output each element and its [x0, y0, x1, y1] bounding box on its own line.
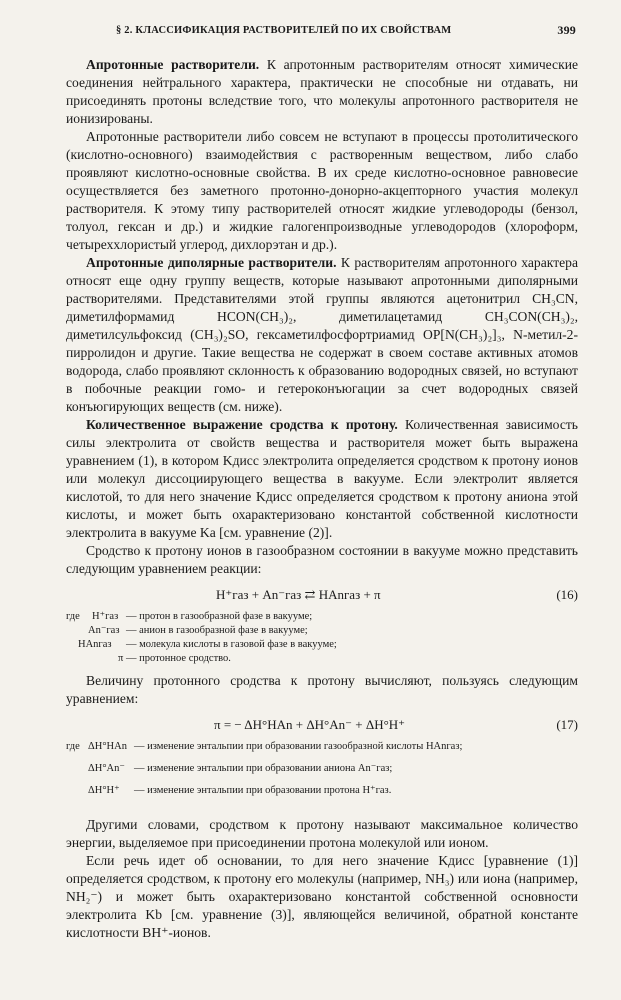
running-header: [66, 22, 576, 40]
paragraph-lead: Апротонные растворители.: [86, 57, 260, 72]
equation-number: (17): [556, 717, 578, 732]
paragraph-lead: Апротонные диполярные растворители.: [86, 255, 337, 270]
definition-row: [66, 784, 578, 806]
paragraph-gas-phase: [66, 542, 578, 578]
paragraph-text: Сродство к протону ионов в газообразном состоянии в вакууме можно представить следующим уравнением реакции:: [66, 543, 578, 576]
paragraph-text: Величину протонного сродства к протону вычисляют, пользуясь следующим уравнением:: [66, 673, 578, 706]
definition-text: — изменение энтальпии при образовании газообразной кислоты HAnгаз;: [134, 741, 463, 752]
definition-row: [66, 762, 578, 784]
paragraph-lead: Количественное выражение сродства к протону.: [86, 417, 398, 432]
definition-row: [66, 624, 578, 638]
page-body: [66, 56, 578, 942]
paragraph-text: Количественная зависимость силы электролита от свойств вещества и растворителя может быть выражена уравнением (1), в котором Kдисс электролита определяется сродством к протону ионов или молекул диссоциирующего вещества в вакууме. Если электролит является кислотой, то для него значение Kдисс определяется сродством к протону аниона этой кислоты, и может быть охарактеризовано константой собственной кислотности электролита в вакууме Ka [см. уравнение (2)].: [66, 417, 578, 540]
definition-text: — изменение энтальпии при образовании протона H⁺газ.: [134, 785, 392, 796]
definition-intro: где: [66, 611, 80, 622]
paragraph-dipolar-solvents: [66, 254, 578, 416]
page-number: 399: [557, 23, 576, 37]
paragraph-bases: [66, 852, 578, 942]
definition-text: — протонное сродство.: [126, 653, 231, 664]
definition-symbol: HAnгаз: [78, 639, 112, 650]
section-title: § 2. КЛАССИФИКАЦИЯ РАСТВОРИТЕЛЕЙ ПО ИХ СВОЙСТВАМ: [116, 25, 452, 36]
definition-symbol: An⁻газ: [88, 625, 120, 636]
paragraph-proton-affinity: [66, 416, 578, 542]
paragraph-text: Апротонные растворители либо совсем не вступают в процессы протолитического (кислотно-основного) взаимодействия с растворенным веществом, либо слабо проявляют кислотно-основные свойства. В их среде кислотно-основное равновесие осуществляется без заметного протонно-донорно-акцепторного участия молекул растворителя. К этому типу растворителей относят жидкие углеводороды (бензол, толуол, гексан и др.) и жидкие галогенпроизводные углеводородов (хлороформ, четыреххлористый углерод, дихлорэтан и др.).: [66, 129, 578, 252]
definition-text: — протон в газообразной фазе в вакууме;: [126, 611, 313, 622]
definitions-eq16: [66, 610, 578, 666]
definition-symbol: ΔH°H⁺: [88, 785, 120, 796]
definition-symbol: H⁺газ: [92, 611, 119, 622]
definition-text: — анион в газообразной фазе в вакууме;: [126, 625, 308, 636]
paragraph-text: Другими словами, сродством к протону называют максимальное количество энергии, выделяемое при присоединении протона молекулой или ионом.: [66, 817, 578, 850]
paragraph-text: Если речь идет об основании, то для него значение Kдисс [уравнение (1)] определяется сродством, к протону его молекулы (например, NH₃) или иона (например, NH₂⁻) и может быть охарактеризовано константой собственной основности электролита Kb [см. уравнение (3)], являющейся величиной, обратной константе кислотности BH⁺-ионов.: [66, 853, 578, 940]
definition-symbol: ΔH°HAn: [88, 741, 127, 752]
definition-symbol: π: [118, 653, 124, 664]
definition-text: — изменение энтальпии при образовании аниона An⁻газ;: [134, 763, 393, 774]
definitions-eq17: [66, 740, 578, 806]
equation-16: [66, 584, 578, 606]
definition-row: [66, 740, 578, 762]
definition-symbol: ΔH°An⁻: [88, 763, 125, 774]
definition-intro: где: [66, 741, 80, 752]
paragraph-proton-affinity-calc: [66, 672, 578, 708]
paragraph-aprotic-solvents: [66, 56, 578, 128]
equation-17: [66, 714, 578, 736]
definition-text: — молекула кислоты в газовой фазе в вакууме;: [126, 639, 337, 650]
paragraph-text: К апротонным растворителям относят химические соединения нейтрального характера, практически не способные ни отдавать, ни присоединять протоны вследствие того, что молекулы апротонного растворителя не ионизированы.: [66, 57, 579, 126]
paragraph-text: К растворителям апротонного характера относят еще одну группу веществ, которые называют апротонными диполярными растворителями. Представителями этой группы являются ацетонитрил CH₃CN, диметилформамид HCON(CH₃)₂, диметилацетамид CH₃CON(CH₃)₂, диметилсульфоксид (CH₃)₂SO, гексаметилфосфортриамид OP[N(CH₃)₂]₃, N-метил-2-пирролидон и другие. Такие вещества не содержат в своем составе активных атомов водорода, слабо проявляют склонность к образованию водородных связей, но вступают в побочные реакции гомо- и гетероконъюгации за счет водородных связей конъюгирующих веществ (см. ниже).: [66, 255, 578, 414]
definition-row: [66, 652, 578, 666]
paragraph-definition-affinity: [66, 816, 578, 852]
paragraph-aprotic-behaviour: [66, 128, 578, 254]
definition-row: [66, 638, 578, 652]
definition-row: [66, 610, 578, 624]
equation-expression: π = − ΔH°HAn + ΔH°An⁻ + ΔH°H⁺: [214, 717, 406, 732]
equation-number: (16): [556, 587, 578, 602]
equation-expression: H⁺газ + An⁻газ ⇄ HAnгаз + π: [216, 587, 381, 602]
